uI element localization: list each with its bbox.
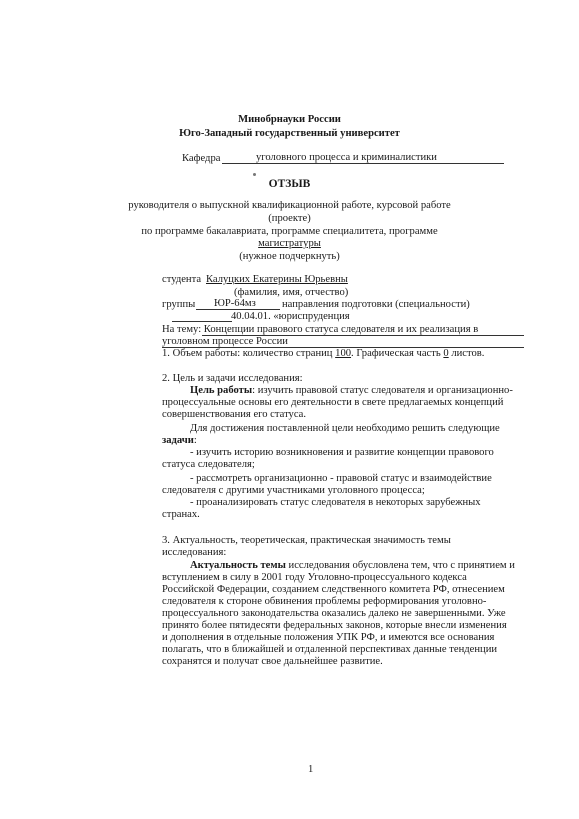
task-2-line-2: следователя с другими участниками уголовного процесса; — [162, 485, 425, 496]
volume-pages: 100 — [335, 348, 352, 359]
relevance-line-9: сохранятся и получат свое дальнейшее развитие. — [162, 656, 383, 667]
university-heading: Юго-Западный государственный университет — [179, 128, 400, 139]
scan-speck — [253, 173, 256, 176]
direction-value: 40.04.01. «юриспруденция — [231, 311, 350, 322]
student-name: Калуцких Екатерины Юрьевны — [206, 274, 348, 285]
page-number: 1 — [308, 764, 314, 775]
task-1-line-1: - изучить историю возникновения и развитие концепции правового — [190, 447, 494, 458]
subtitle-line-2: (проекте) — [268, 213, 311, 224]
topic-line-1: На тему: Концепции правового статуса следователя и их реализация в — [162, 324, 479, 335]
ministry-heading: Минобрнауки России — [238, 114, 341, 125]
task-2-line-1: - рассмотреть организационно - правовой статус и взаимодействие — [190, 473, 492, 484]
student-name-hint: (фамилия, имя, отчество) — [234, 287, 349, 298]
goal-line-1: Цель работы: изучить правовой статус следователя и организационно- — [190, 385, 513, 396]
department-value: уголовного процесса и криминалистики — [256, 152, 437, 163]
goal-line-3: совершенствования его статуса. — [162, 409, 307, 420]
department-label: Кафедра — [182, 153, 221, 164]
subtitle-line-3: по программе бакалавриата, программе специалитета, программе — [141, 226, 438, 237]
relevance-line-7: и дополнения в отдельные положения УПК РФ, и имеются все основания — [162, 632, 495, 643]
direction-label: направления подготовки (специальности) — [282, 299, 470, 310]
volume-graphic: 0 — [443, 348, 449, 359]
volume-line: 1. Объем работы: количество страниц 100. Графическая часть 0 листов. — [162, 348, 485, 359]
direction-underline — [172, 321, 232, 322]
subtitle-hint: (нужное подчеркнуть) — [239, 251, 340, 262]
relevance-heading-2: исследования: — [162, 547, 227, 558]
tasks-line-1: Для достижения поставленной цели необходимо решить следующие — [190, 423, 500, 434]
goal-line-2: процессуальные основы его деятельности в свете предлагаемых концепций — [162, 397, 504, 408]
document-title: ОТЗЫВ — [268, 178, 311, 190]
task-3-line-2: странах. — [162, 509, 200, 520]
topic-line-2: уголовном процессе России — [162, 336, 288, 347]
relevance-line-5: процессуального законодательства оказались далеко не завершенными. Уже — [162, 608, 506, 619]
relevance-line-8: полагать, что в ближайшей и отдаленной перспективах данные тенденции — [162, 644, 498, 655]
subtitle-line-1: руководителя о выпускной квалификационной работе, курсовой работе — [128, 200, 451, 211]
tasks-label: задачи: — [162, 435, 197, 446]
relevance-line-1: Актуальность темы исследования обусловлена тем, что с принятием и — [190, 560, 515, 571]
relevance-heading-1: 3. Актуальность, теоретическая, практическая значимость темы — [162, 535, 451, 546]
goals-heading: 2. Цель и задачи исследования: — [162, 373, 303, 384]
group-label: группы — [162, 299, 196, 310]
student-label: студента — [162, 274, 202, 285]
relevance-line-4: следователя к стороне обвинения проблемы реформирования уголовно- — [162, 596, 487, 607]
group-value: ЮР-64мз — [214, 298, 256, 309]
relevance-line-6: принято более пятидесяти федеральных законов, которые внесли изменения — [162, 620, 507, 631]
task-3-line-1: - проанализировать статус следователя в некоторых зарубежных — [190, 497, 481, 508]
subtitle-line-4: магистратуры — [258, 238, 321, 249]
relevance-line-3: Российской Федерации, созданием следственного комитета РФ, отнесением — [162, 584, 505, 595]
relevance-line-2: вступлением в силу в 2001 году Уголовно-процессуального кодекса — [162, 572, 467, 583]
task-1-line-2: статуса следователя; — [162, 459, 255, 470]
